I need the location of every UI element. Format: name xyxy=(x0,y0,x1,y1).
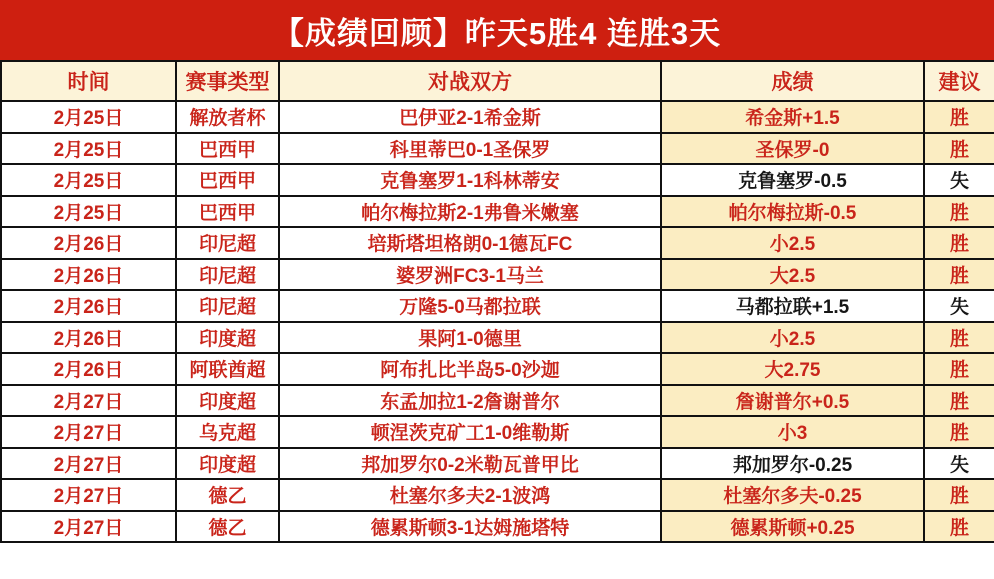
match-cell: 帕尔梅拉斯2-1弗鲁米嫩塞 xyxy=(279,196,661,228)
match-cell: 德累斯顿3-1达姆施塔特 xyxy=(279,511,661,543)
result-cell: 希金斯+1.5 xyxy=(661,101,924,133)
date-cell: 2月25日 xyxy=(1,101,176,133)
result-cell: 小2.5 xyxy=(661,227,924,259)
table-row xyxy=(1,353,994,385)
col-header-date: 时间 xyxy=(1,61,176,101)
banner-title: 【成绩回顾】昨天5胜4 连胜3天 xyxy=(272,15,722,51)
result-cell: 大2.75 xyxy=(661,353,924,385)
match-cell: 东孟加拉1-2詹谢普尔 xyxy=(279,385,661,417)
table-row xyxy=(1,322,994,354)
banner xyxy=(0,0,994,60)
match-cell: 阿布扎比半岛5-0沙迦 xyxy=(279,353,661,385)
match-cell: 婆罗洲FC3-1马兰 xyxy=(279,259,661,291)
table-row xyxy=(1,448,994,480)
league-cell: 印度超 xyxy=(176,322,279,354)
league-cell: 德乙 xyxy=(176,511,279,543)
league-cell: 巴西甲 xyxy=(176,164,279,196)
result-cell: 大2.5 xyxy=(661,259,924,291)
table-row xyxy=(1,416,994,448)
verdict-cell: 失 xyxy=(924,164,994,196)
table-row xyxy=(1,385,994,417)
league-cell: 印尼超 xyxy=(176,227,279,259)
table-row xyxy=(1,290,994,322)
table-row xyxy=(1,133,994,165)
league-cell: 阿联酋超 xyxy=(176,353,279,385)
league-cell: 印度超 xyxy=(176,448,279,480)
result-cell: 帕尔梅拉斯-0.5 xyxy=(661,196,924,228)
verdict-cell: 胜 xyxy=(924,227,994,259)
date-cell: 2月25日 xyxy=(1,196,176,228)
league-cell: 解放者杯 xyxy=(176,101,279,133)
match-cell: 克鲁塞罗1-1科林蒂安 xyxy=(279,164,661,196)
verdict-cell: 胜 xyxy=(924,385,994,417)
match-cell: 科里蒂巴0-1圣保罗 xyxy=(279,133,661,165)
verdict-cell: 胜 xyxy=(924,322,994,354)
verdict-cell: 胜 xyxy=(924,101,994,133)
col-header-result: 成绩 xyxy=(661,61,924,101)
verdict-cell: 胜 xyxy=(924,479,994,511)
match-cell: 果阿1-0德里 xyxy=(279,322,661,354)
date-cell: 2月26日 xyxy=(1,322,176,354)
league-cell: 巴西甲 xyxy=(176,133,279,165)
result-cell: 德累斯顿+0.25 xyxy=(661,511,924,543)
table-row xyxy=(1,227,994,259)
date-cell: 2月25日 xyxy=(1,133,176,165)
match-cell: 万隆5-0马都拉联 xyxy=(279,290,661,322)
results-table xyxy=(0,60,994,543)
result-cell: 克鲁塞罗-0.5 xyxy=(661,164,924,196)
match-cell: 杜塞尔多夫2-1波鸿 xyxy=(279,479,661,511)
verdict-cell: 失 xyxy=(924,290,994,322)
date-cell: 2月27日 xyxy=(1,448,176,480)
league-cell: 印尼超 xyxy=(176,290,279,322)
date-cell: 2月27日 xyxy=(1,479,176,511)
result-cell: 詹谢普尔+0.5 xyxy=(661,385,924,417)
date-cell: 2月27日 xyxy=(1,416,176,448)
table-row xyxy=(1,259,994,291)
col-header-league: 赛事类型 xyxy=(176,61,279,101)
date-cell: 2月26日 xyxy=(1,353,176,385)
date-cell: 2月26日 xyxy=(1,227,176,259)
col-header-verdict: 建议 xyxy=(924,61,994,101)
league-cell: 德乙 xyxy=(176,479,279,511)
match-cell: 培斯塔坦格朗0-1德瓦FC xyxy=(279,227,661,259)
date-cell: 2月27日 xyxy=(1,511,176,543)
result-cell: 圣保罗-0 xyxy=(661,133,924,165)
match-cell: 顿涅茨克矿工1-0维勒斯 xyxy=(279,416,661,448)
table-row xyxy=(1,164,994,196)
result-cell: 马都拉联+1.5 xyxy=(661,290,924,322)
result-cell: 杜塞尔多夫-0.25 xyxy=(661,479,924,511)
table-row xyxy=(1,479,994,511)
verdict-cell: 胜 xyxy=(924,353,994,385)
league-cell: 乌克超 xyxy=(176,416,279,448)
verdict-cell: 胜 xyxy=(924,511,994,543)
date-cell: 2月27日 xyxy=(1,385,176,417)
league-cell: 印尼超 xyxy=(176,259,279,291)
result-cell: 邦加罗尔-0.25 xyxy=(661,448,924,480)
date-cell: 2月26日 xyxy=(1,290,176,322)
header-row xyxy=(1,61,994,101)
table-row xyxy=(1,101,994,133)
league-cell: 印度超 xyxy=(176,385,279,417)
date-cell: 2月25日 xyxy=(1,164,176,196)
table-row xyxy=(1,196,994,228)
match-cell: 巴伊亚2-1希金斯 xyxy=(279,101,661,133)
table-row xyxy=(1,511,994,543)
verdict-cell: 胜 xyxy=(924,133,994,165)
verdict-cell: 胜 xyxy=(924,416,994,448)
match-cell: 邦加罗尔0-2米勒瓦普甲比 xyxy=(279,448,661,480)
col-header-match: 对战双方 xyxy=(279,61,661,101)
results-body xyxy=(1,101,994,542)
verdict-cell: 失 xyxy=(924,448,994,480)
verdict-cell: 胜 xyxy=(924,196,994,228)
result-cell: 小2.5 xyxy=(661,322,924,354)
league-cell: 巴西甲 xyxy=(176,196,279,228)
result-cell: 小3 xyxy=(661,416,924,448)
date-cell: 2月26日 xyxy=(1,259,176,291)
verdict-cell: 胜 xyxy=(924,259,994,291)
